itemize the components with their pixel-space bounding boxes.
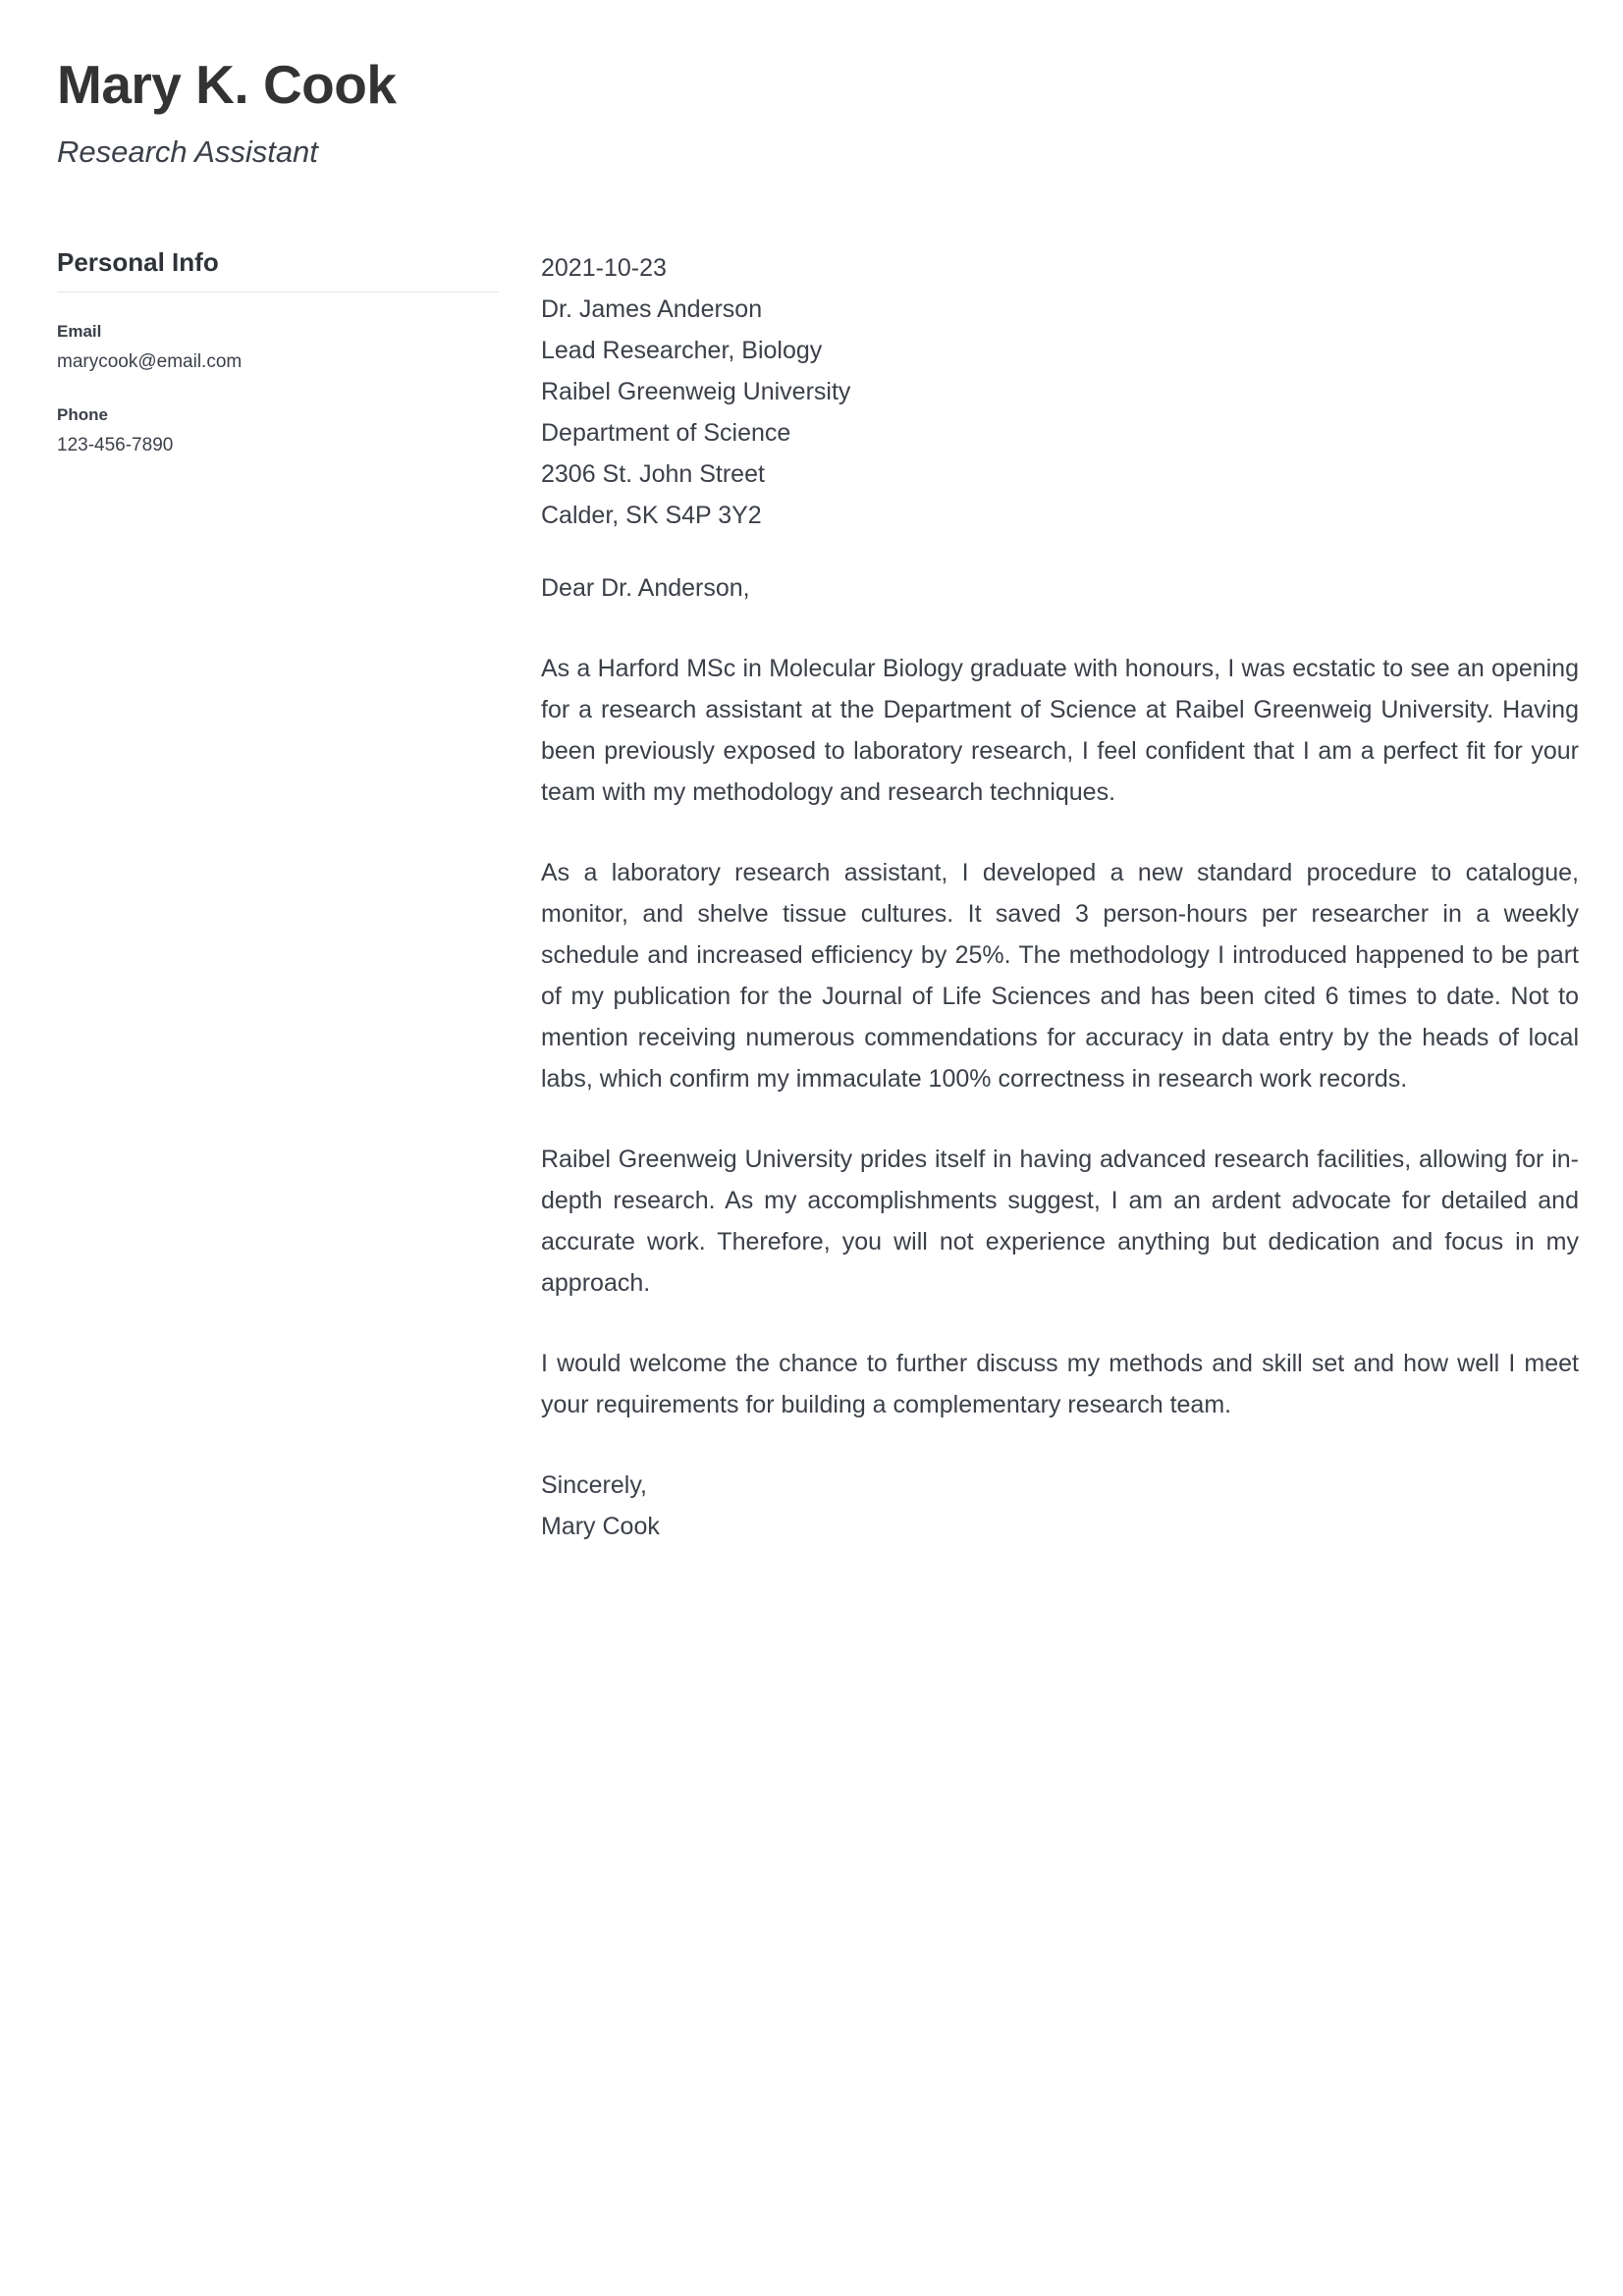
signature-name: Mary Cook: [541, 1513, 660, 1540]
phone-label: Phone: [57, 404, 108, 424]
letter-paragraph-2: As a laboratory research assistant, I developed a new standard procedure to catalogue, monitor, and shelve tissue cultures. It saved 3 person-hours per researcher in a weekly schedule and increased efficiency by 25%. The methodology I introduced happened to be part of my publication for the Journal of Life Sciences and has been cited 6 times to date. Not to mention receiving numerous commendations for accuracy in data entry by the heads of local labs, which confirm my immaculate 100% correctness in research work records.: [541, 859, 1579, 1093]
letter-paragraph-1: As a Harford MSc in Molecular Biology graduate with honours, I was ecstatic to see an opening for a research assistant at the Department of Science at Raibel Greenweig University. Having been previously exposed to laboratory research, I feel confident that I am a perfect fit for your team with my methodology and research techniques.: [541, 655, 1579, 806]
recipient-department: Department of Science: [541, 419, 791, 447]
letter-closing: [541, 1465, 1579, 1547]
recipient-name: Dr. James Anderson: [541, 295, 763, 323]
letter-body: [541, 247, 1579, 1547]
candidate-job-title: Research Assistant: [57, 133, 318, 169]
recipient-city-region: Calder, SK S4P 3Y2: [541, 502, 762, 529]
candidate-name: Mary K. Cook: [57, 54, 397, 115]
letter-paragraph-4: I would welcome the chance to further discuss my methods and skill set and how well I meet your requirements for building a complementary research team.: [541, 1350, 1579, 1418]
email-value[interactable]: marycook@email.com: [57, 351, 243, 373]
personal-info-heading: Personal Info: [57, 247, 219, 277]
personal-info-sidebar: [57, 247, 501, 458]
email-label: Email: [57, 322, 102, 342]
sign-off: Sincerely,: [541, 1471, 647, 1499]
letter-salutation: Dear Dr. Anderson,: [541, 574, 750, 602]
letter-paragraph-3: Raibel Greenweig University prides itself in having advanced research facilities, allowing for in-depth research. As my accomplishments suggest, I am an ardent advocate for detailed and accurate work. Therefore, you will not experience anything but dedication and focus in my approach.: [541, 1146, 1579, 1297]
phone-value[interactable]: 123-456-7890: [57, 435, 174, 456]
date-and-recipient-block: [541, 247, 1579, 536]
letter-header: [57, 54, 1039, 170]
info-field-email: [57, 321, 501, 375]
recipient-title: Lead Researcher, Biology: [541, 337, 823, 364]
personal-info-divider: [57, 292, 499, 293]
letter-date: 2021-10-23: [541, 254, 667, 282]
info-field-phone: [57, 404, 501, 458]
recipient-organization: Raibel Greenweig University: [541, 378, 851, 405]
recipient-street: 2306 St. John Street: [541, 460, 765, 488]
